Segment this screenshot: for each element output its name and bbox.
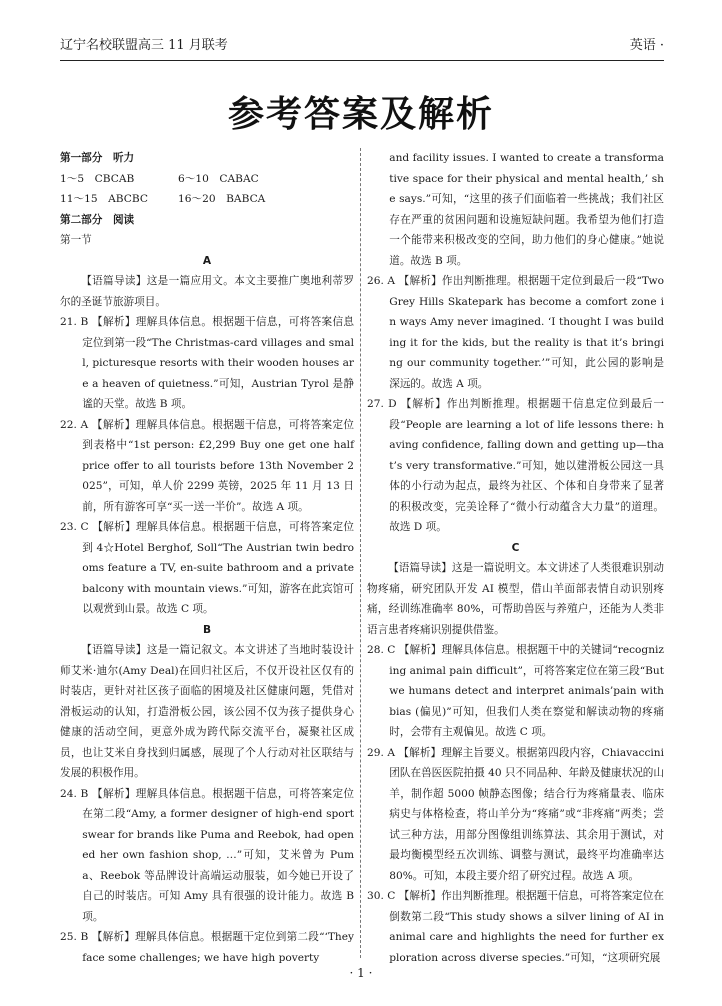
- section-heading: 第一节: [60, 234, 92, 246]
- page-number: · 1 ·: [349, 966, 373, 980]
- passage-a-heading: A: [202, 254, 212, 267]
- page-title: 参考答案及解析: [227, 94, 494, 135]
- answer-range: 16～20 BABCA: [178, 193, 266, 205]
- answer-21: 21. B 【解析】理解具体信息。根据题干信息，可将答案信息定位到第一段“The Christmas-card villages and small, picturesque resorts with their wooden houses are a heaven of quietness.”可知，Austrian Tyrol 是静谧的天堂。故选 B 项。: [60, 316, 354, 410]
- listening-answers-row-1: [60, 169, 354, 190]
- answer-23: 23. C 【解析】理解具体信息。根据题干信息，可将答案定位到 4☆Hotel Berghof, Soll“The Austrian twin bedrooms feature a TV, en-suite bathroom and a private balcony with mountain views.”可知，游客在此宾馆可以观赏到山景。故选 C 项。: [60, 521, 354, 615]
- passage-b-heading: B: [202, 623, 212, 636]
- answer-27: 27. D 【解析】作出判断推理。根据题干信息定位到最后一段“People are learning a lot of life lessons there: having confidence, falling down and getting up—that’s very transformative.”可知，她以建滑板公园这一具体的小行动为起点，最终为社区、个体和自身带来了显著的积极改变，完美诠释了“微小行动蕴含大力量”的道理。故选 D 项。: [367, 398, 664, 533]
- answer-29: 29. A 【解析】理解主旨要义。根据第四段内容，Chiavaccini 团队在兽医医院拍摄 40 只不同品种、年龄及健康状况的山羊，制作超 5000 帧静态图像；结合行为疼痛量表、临床病史与体格检查，将山羊分为“疼痛”或“非疼痛”两类；尝试三种方法，用部分图像组训练算法、其余用于测试，对最均衡模型经五次训练、调整与测试，最终平均准确率达 80%。可知，本段主要介绍了研究过程。故选 A 项。: [367, 746, 664, 882]
- passage-b-intro: 【语篇导读】这是一篇记叙文。本文讲述了当地时装设计师艾米·迪尔(Amy Deal)在回归社区后，不仅开设社区仅有的时装店，更针对社区孩子面临的困境及社区健康问题，凭借对滑板运动的认知，打造滑板公园，该公园不仅为孩子提供身心健康的活动空间，更意外成为跨代际交流平台，凝聚社区成员，也让艾米自身找到归属感，展现了个人行动对社区联结与发展的积极作用。: [60, 644, 354, 779]
- answer-25: 25. B 【解析】理解具体信息。根据题干定位到第二段“‘They face some challenges; we have high poverty: [60, 931, 354, 964]
- answer-25-continued: and facility issues. I wanted to create a transformative space for their physical and mental health,’ she says.”可知，“这里的孩子们面临着一些挑战；我们社区存在严重的贫困问题和设施短缺问题。我希望为他们打造一个能带来积极改变的空间，助力他们的身心健康。”她说道。故选 B 项。: [389, 152, 664, 267]
- answer-24: 24. B 【解析】理解具体信息。根据题干信息，可将答案定位在第二段“Amy, a former designer of high-end sportswear for brands like Puma and Reebok, had opened her own fashion shop, …”可知，艾米曾为 Puma、Reebok 等品牌设计高端运动服装，如今她已开设了自己的时装店。可知 Amy 具有很强的设计能力。故选 B 项。: [60, 787, 354, 923]
- subject-label: 英语 ·: [629, 38, 664, 53]
- answer-range: 6～10 CABAC: [178, 172, 259, 185]
- passage-c-heading: C: [511, 541, 520, 554]
- passage-a-intro: 【语篇导读】这是一篇应用文。本文主要推广奥地利蒂罗尔的圣诞节旅游项目。: [60, 275, 354, 308]
- page-header: [60, 36, 664, 61]
- answer-range: 11～15 ABCBC: [60, 193, 148, 205]
- column-divider: [360, 148, 361, 958]
- answer-28: 28. C 【解析】理解具体信息。根据题干中的关键词“recognizing animal pain difficult”，可将答案定位在第三段“But we humans detect and interpret animals’pain with bias (偏见)”可知，但我们人类在察觉和解读动物的疼痛时，会带有主观偏见。故选 C 项。: [367, 644, 664, 738]
- answer-30: 30. C 【解析】作出判断推理。根据题干信息，可将答案定位在倒数第二段“This study shows a silver lining of AI in animal care and highlights the need for further exploration across diverse species.”可知，“这项研究展: [367, 890, 664, 964]
- exam-name: 辽宁名校联盟高三 11 月联考: [60, 38, 228, 53]
- passage-c-intro: 【语篇导读】这是一篇说明文。本文讲述了人类很难识别动物疼痛，研究团队开发 AI 模型，借山羊面部表情自动识别疼痛，经训练准确率 80%，可帮助兽医与养殖户，还能为人类非语言患者疼痛识别提供借鉴。: [367, 562, 664, 636]
- right-column: [367, 148, 664, 968]
- part1-heading: 第一部分 听力: [60, 152, 135, 164]
- left-column: [60, 148, 354, 968]
- listening-answers-row-2: [60, 189, 354, 210]
- part2-heading: 第二部分 阅读: [60, 213, 135, 226]
- answer-26: 26. A 【解析】作出判断推理。根据题干定位到最后一段“Two Grey Hills Skatepark has become a comfort zone in ways Amy never imagined. ‘I thought I was building it for the kids, but the reality is that it’s bringing our community together.’”可知，此公园的影响是深远的。故选 A 项。: [367, 275, 664, 390]
- answer-range: 1～5 CBCAB: [60, 172, 135, 185]
- answer-22: 22. A 【解析】理解具体信息。根据题干信息，可将答案定位到表格中“1st person: £2,299 Buy one get one half price offer to all tourists before 13th November 2025”，可知，单人价 2299 英镑，2025 年 11 月 13 日前，所有游客可享“买一送一半价”。故选 A 项。: [60, 418, 354, 513]
